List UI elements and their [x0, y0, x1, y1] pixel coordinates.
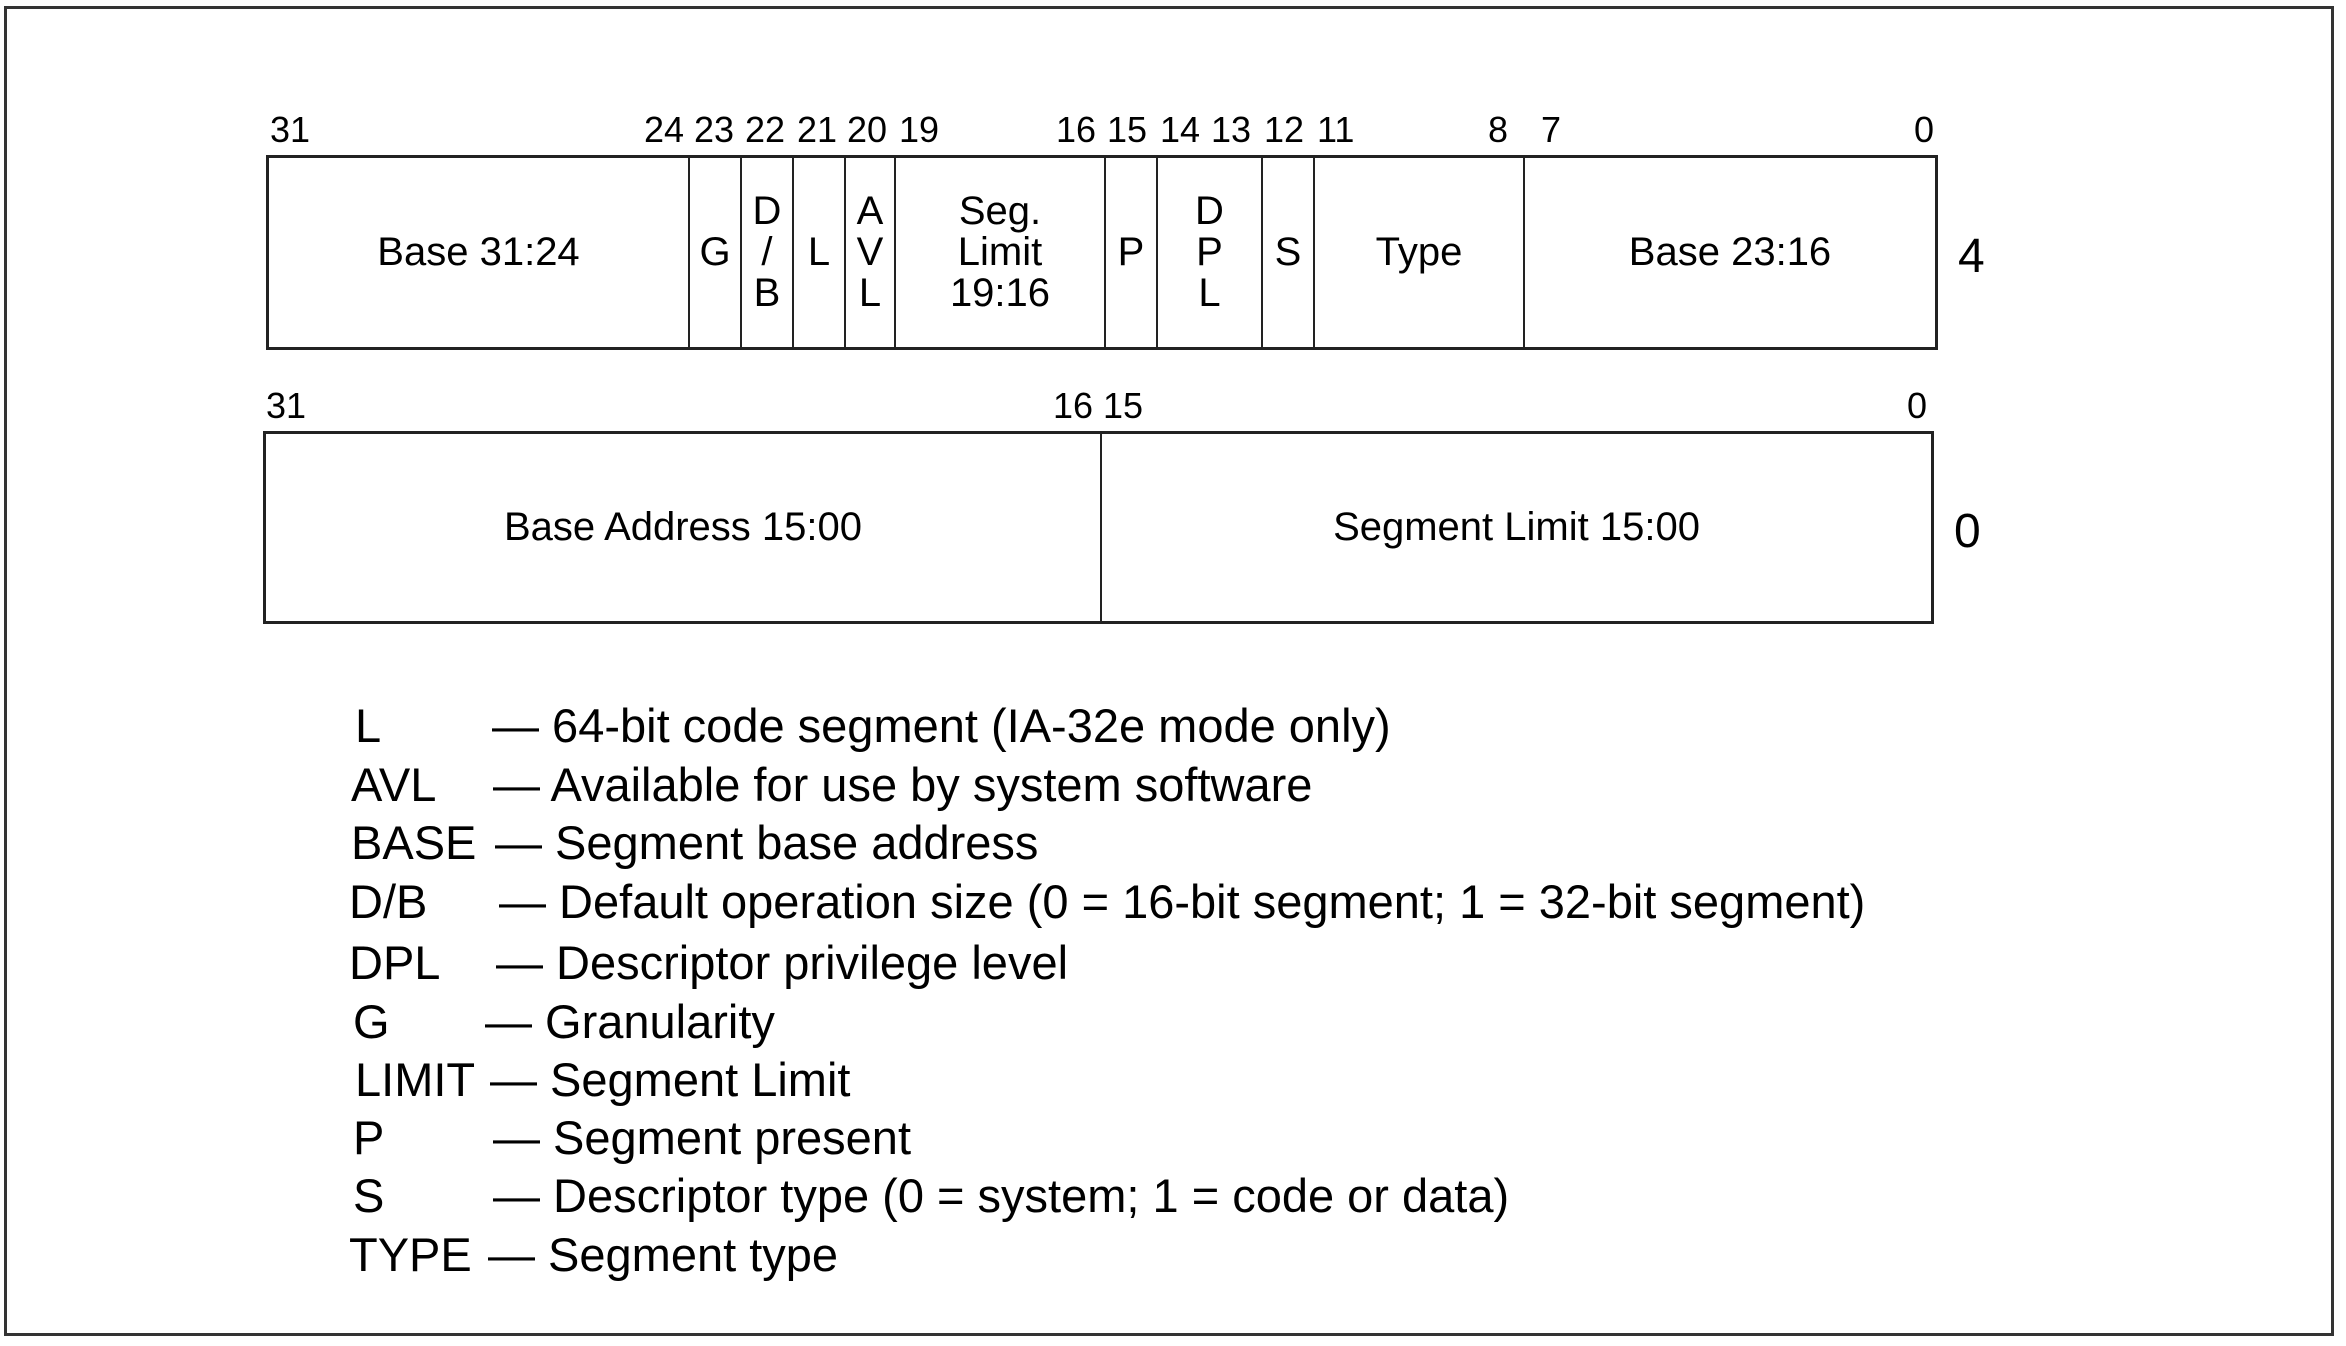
field-base-23-16: Base 23:16 [1628, 230, 1832, 274]
legend-abbr: S [353, 1169, 385, 1222]
field-type: Type [1315, 158, 1525, 347]
bit-label: 8 [1488, 109, 1509, 150]
bit-label: 12 [1264, 109, 1305, 150]
field-s: S [1263, 158, 1315, 347]
offset-label-high: 4 [1958, 230, 1985, 283]
legend-abbr: BASE [351, 816, 477, 869]
field-segment-limit-15-00: Segment Limit 15:00 [1333, 505, 1700, 549]
legend-abbr: P [353, 1111, 385, 1164]
legend-desc: — Available for use by system software [493, 758, 1313, 811]
field-p: P [1106, 158, 1158, 347]
legend-desc: — Descriptor type (0 = system; 1 = code or data) [493, 1169, 1510, 1222]
bit-label: 19 [899, 109, 940, 150]
field-base-31-24: Base 31:24 [269, 158, 690, 347]
field-l: L [794, 158, 846, 347]
legend-desc: — Segment type [488, 1228, 839, 1281]
descriptor-low-word [263, 431, 1934, 624]
legend-abbr: LIMIT [355, 1053, 476, 1106]
legend-abbr: G [353, 995, 390, 1048]
bit-label: 11 [1317, 109, 1355, 150]
bit-label: 0 [1914, 109, 1935, 150]
legend-desc: — 64-bit code segment (IA-32e mode only) [492, 699, 1391, 752]
legend-desc: — Granularity [485, 995, 775, 1048]
bit-label: 23 [694, 109, 735, 150]
legend-desc: — Descriptor privilege level [496, 936, 1069, 989]
field-avl: A V L [846, 158, 896, 347]
bit-label: 24 [644, 109, 685, 150]
bit-label: 15 [1107, 109, 1148, 150]
bit-label: 22 [745, 109, 786, 150]
legend-abbr: AVL [351, 758, 437, 811]
legend-desc: — Segment Limit [490, 1053, 851, 1106]
offset-label-low: 0 [1954, 505, 1981, 558]
field-d-b: D / B [742, 158, 794, 347]
bit-label: 31 [270, 109, 311, 150]
field-g: G [690, 158, 742, 347]
bit-label: 0 [1907, 385, 1928, 426]
bit-label: 14 [1160, 109, 1201, 150]
legend-desc: — Segment base address [495, 816, 1039, 869]
bit-label: 15 [1103, 385, 1144, 426]
bit-label: 31 [266, 385, 307, 426]
bit-label: 13 [1211, 109, 1252, 150]
field-dpl: D P L [1158, 158, 1263, 347]
bit-label: 16 [1053, 385, 1094, 426]
descriptor-high-word [266, 155, 1938, 350]
bit-label: 20 [847, 109, 888, 150]
legend-abbr: L [355, 699, 382, 752]
legend-abbr: DPL [349, 936, 441, 989]
legend-desc: — Default operation size (0 = 16-bit segment; 1 = 32-bit segment) [499, 875, 1866, 928]
bit-label: 7 [1541, 109, 1562, 150]
legend-desc: — Segment present [493, 1111, 911, 1164]
field-seg-limit-19-16: Seg. Limit 19:16 [896, 158, 1106, 347]
bit-label: 16 [1056, 109, 1097, 150]
bit-label: 21 [797, 109, 838, 150]
legend-abbr: TYPE [349, 1228, 472, 1281]
field-base-address-15-00: Base Address 15:00 [266, 434, 1102, 621]
legend-abbr: D/B [349, 875, 428, 928]
